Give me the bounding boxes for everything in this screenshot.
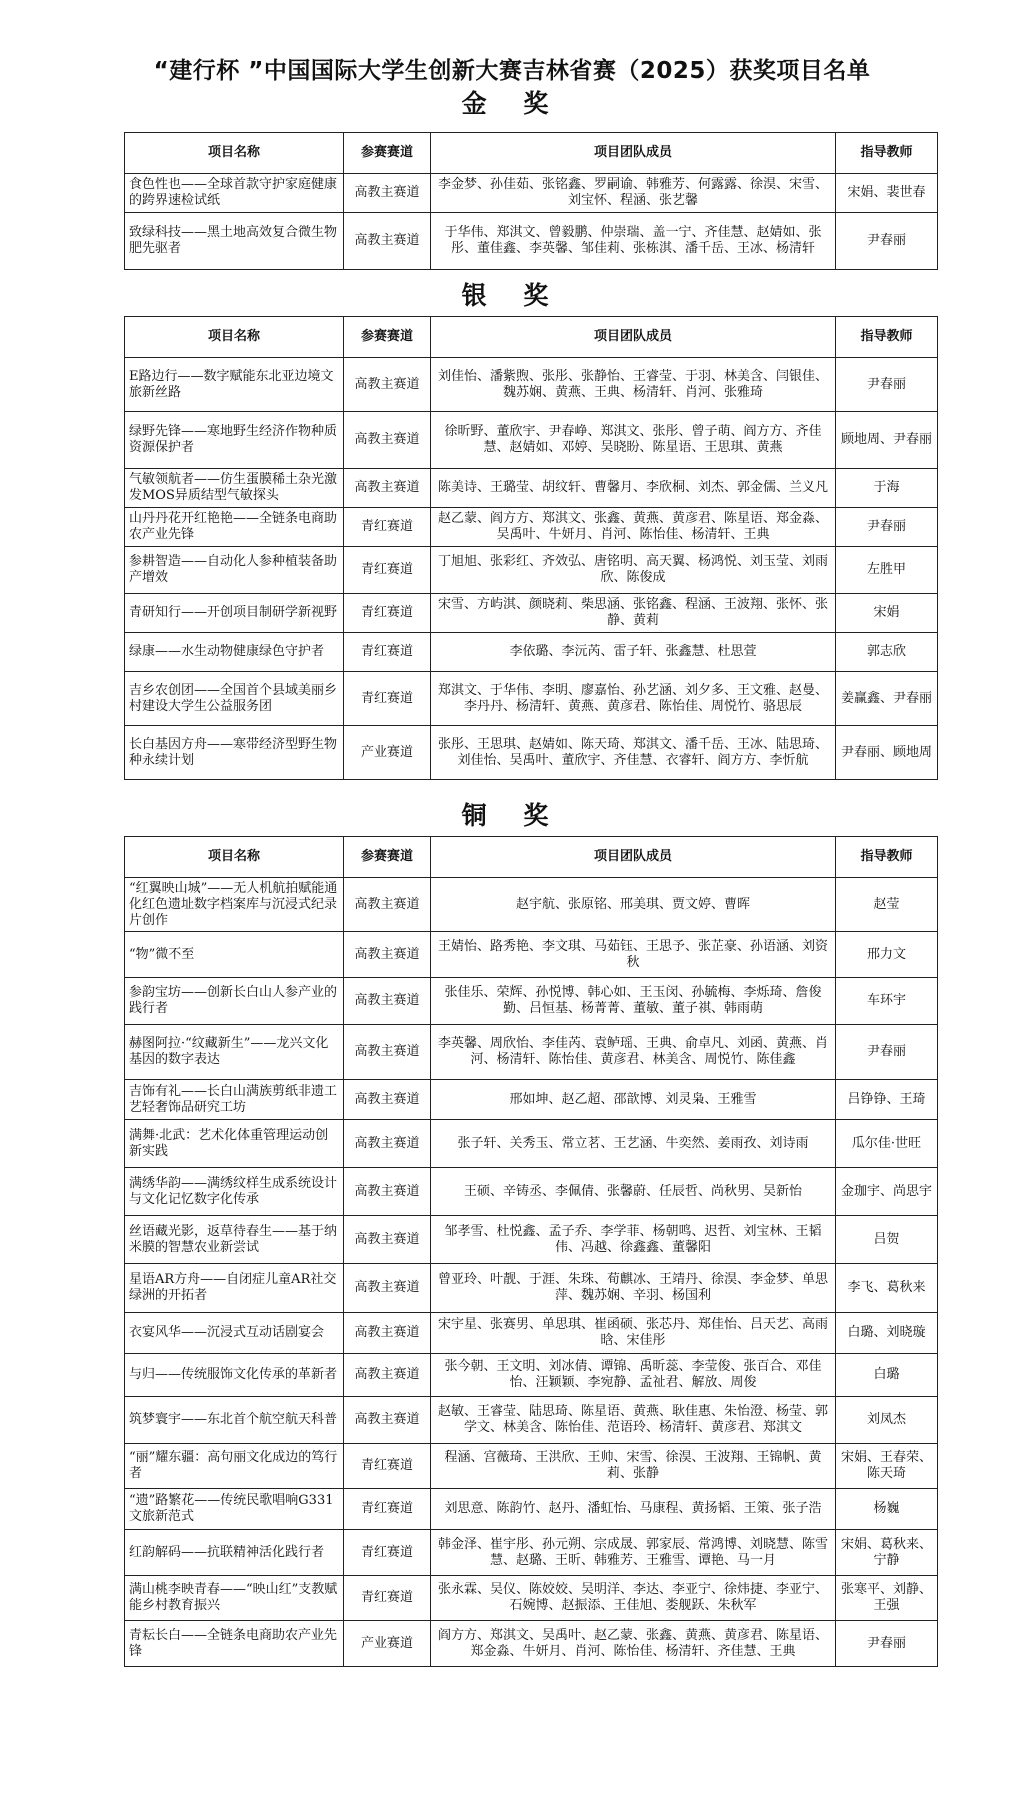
members-cell: 张彤、王思琪、赵婧如、陈天琦、郑淇文、潘千岳、王冰、陆思琦、刘佳怡、吴禹叶、董欣宇、齐佳慧、衣睿轩、阎方方、李忻航 (431, 726, 836, 780)
track-cell: 产业赛道 (344, 726, 431, 780)
project-name-cell: 绿康——水生动物健康绿色守护者 (125, 633, 344, 672)
track-cell: 青红赛道 (344, 633, 431, 672)
track-cell: 高教主赛道 (344, 213, 431, 270)
teacher-cell: 金珈宇、尚思宇 (836, 1168, 938, 1216)
table-row (125, 213, 938, 270)
track-cell: 高教主赛道 (344, 1025, 431, 1080)
table-row (125, 1621, 938, 1667)
members-cell: 张永霖、吴仪、陈姣姣、吴明洋、李达、李亚宁、徐炜捷、李亚宁、石婉博、赵振添、王佳旭、娄舰跃、朱秋军 (431, 1576, 836, 1621)
teacher-header: 指导教师 (836, 317, 938, 358)
teacher-cell: 宋娟、裴世春 (836, 174, 938, 213)
table-row (125, 978, 938, 1025)
members-cell: 赵宇航、张原铭、邢美琪、贾文婷、曹晖 (431, 878, 836, 932)
table-row (125, 1576, 938, 1621)
track-cell: 高教主赛道 (344, 1120, 431, 1168)
track-cell: 高教主赛道 (344, 1080, 431, 1120)
members-cell: 张子轩、关秀玉、常立茗、王艺涵、牛奕然、姜雨孜、刘诗雨 (431, 1120, 836, 1168)
table-row (125, 633, 938, 672)
project-name-cell: 吉饰有礼——长白山满族剪纸非遗工艺轻奢饰品研究工坊 (125, 1080, 344, 1120)
table-row (125, 932, 938, 978)
teacher-cell: 宋娟 (836, 594, 938, 633)
bronze-award-heading: 铜 奖 (461, 801, 563, 830)
teacher-cell: 尹春丽 (836, 358, 938, 412)
members-cell: 曾亚玲、叶靓、于涯、朱珠、荀麒冰、王靖丹、徐淏、李金梦、单思萍、魏苏娴、辛羽、杨国利 (431, 1264, 836, 1313)
project-name-cell: 青研知行——开创项目制研学新视野 (125, 594, 344, 633)
members-cell: 赵乙蒙、阎方方、郑淇文、张鑫、黄燕、黄彦君、陈星语、郑金淼、吴禹叶、牛妍月、肖河、陈怡佳、杨清轩、王典 (431, 508, 836, 547)
table-row (125, 1489, 938, 1530)
project-name-cell: 衣宴风华——沉浸式互动话剧宴会 (125, 1313, 344, 1354)
teacher-cell: 尹春丽 (836, 213, 938, 270)
project-name-cell: “遗”路繁花——传统民歌唱响G331文旅新范式 (125, 1489, 344, 1530)
project-name-cell: 赫图阿拉·“纹藏新生”——龙兴文化基因的数字表达 (125, 1025, 344, 1080)
teacher-cell: 李飞、葛秋来 (836, 1264, 938, 1313)
teacher-cell: 邢力文 (836, 932, 938, 978)
table-row (125, 1264, 938, 1313)
table-row (125, 1530, 938, 1576)
track-cell: 青红赛道 (344, 1489, 431, 1530)
project-name-cell: 致绿科技——黑土地高效复合微生物肥先驱者 (125, 213, 344, 270)
members-cell: 阎方方、郑淇文、吴禹叶、赵乙蒙、张鑫、黄燕、黄彦君、陈星语、郑金淼、牛妍月、肖河、陈怡佳、杨清轩、齐佳慧、王典 (431, 1621, 836, 1667)
table-row (125, 1025, 938, 1080)
project-name-cell: 参韵宝坊——创新长白山人参产业的践行者 (125, 978, 344, 1025)
teacher-cell: 赵莹 (836, 878, 938, 932)
table-row (125, 594, 938, 633)
members-cell: 邢如坤、赵乙超、邵歆博、刘灵枭、王雅雪 (431, 1080, 836, 1120)
teacher-cell: 白璐 (836, 1354, 938, 1397)
table-row (125, 1354, 938, 1397)
teacher-cell: 吕铮铮、王琦 (836, 1080, 938, 1120)
table-header-row (125, 317, 938, 358)
project-name-cell: 绿野先锋——寒地野生经济作物种质资源保护者 (125, 412, 344, 469)
project-name-header: 项目名称 (125, 317, 344, 358)
members-cell: 韩金泽、崔宇彤、孙元朔、宗成晟、郭家辰、常鸿博、刘晓慧、陈雪慧、赵璐、王昕、韩雅芳、王雅雪、谭艳、马一月 (431, 1530, 836, 1576)
track-cell: 高教主赛道 (344, 1397, 431, 1444)
table-row (125, 358, 938, 412)
project-name-cell: 吉乡农创团——全国首个县域美丽乡村建设大学生公益服务团 (125, 672, 344, 726)
members-cell: 王婧怡、路秀艳、李文琪、马茹钰、王思予、张芷豪、孙语涵、刘资秋 (431, 932, 836, 978)
table-row (125, 469, 938, 508)
table-row (125, 1444, 938, 1489)
track-cell: 高教主赛道 (344, 932, 431, 978)
project-name-cell: “丽”耀东疆：高句丽文化成边的笃行者 (125, 1444, 344, 1489)
table-row (125, 174, 938, 213)
members-cell: 李依璐、李沅芮、雷子轩、张鑫慧、杜思萱 (431, 633, 836, 672)
track-cell: 高教主赛道 (344, 878, 431, 932)
teacher-header: 指导教师 (836, 133, 938, 174)
project-name-cell: 长白基因方舟——寒带经济型野生物种永续计划 (125, 726, 344, 780)
table-row (125, 726, 938, 780)
track-cell: 青红赛道 (344, 1444, 431, 1489)
teacher-cell: 车环宇 (836, 978, 938, 1025)
members-header: 项目团队成员 (431, 133, 836, 174)
teacher-cell: 于海 (836, 469, 938, 508)
table-row (125, 1080, 938, 1120)
members-cell: 刘佳怡、潘紫煦、张彤、张静怡、王睿莹、于羽、林美含、闫银佳、魏苏娴、黄燕、王典、杨清轩、肖河、张雅琦 (431, 358, 836, 412)
bronze-award-table (124, 836, 938, 1667)
members-cell: 丁旭旭、张彩红、齐效弘、唐铭明、高天翼、杨鸿悦、刘玉莹、刘雨欣、陈俊成 (431, 547, 836, 594)
project-name-cell: “物”微不至 (125, 932, 344, 978)
track-cell: 青红赛道 (344, 594, 431, 633)
table-header-row (125, 133, 938, 174)
members-cell: 于华伟、郑淇文、曾毅鹏、仲崇瑞、盖一宁、齐佳慧、赵婧如、张彤、董佳鑫、李英馨、邹佳莉、张栋淇、潘千岳、王冰、杨清轩 (431, 213, 836, 270)
teacher-cell: 白璐、刘晓璇 (836, 1313, 938, 1354)
members-cell: 李金梦、孙佳茹、张铭鑫、罗嗣谕、韩雅芳、何露露、徐淏、宋雪、刘宝怀、程涵、张艺馨 (431, 174, 836, 213)
members-cell: 宋雪、方屿淇、颜晓莉、柴思涵、张铭鑫、程涵、王波翔、张怀、张静、黄莉 (431, 594, 836, 633)
project-name-cell: “红翼映山城”——无人机航拍赋能通化红色遗址数字档案库与沉浸式纪录片创作 (125, 878, 344, 932)
gold-award-table (124, 132, 938, 270)
members-cell: 李英馨、周欣怡、李佳芮、袁鲈瑶、王典、俞卓凡、刘函、黄燕、肖河、杨清轩、陈怡佳、黄彦君、林美含、周悦竹、陈佳鑫 (431, 1025, 836, 1080)
table-row (125, 547, 938, 594)
project-name-cell: 红韵解码——抗联精神活化践行者 (125, 1530, 344, 1576)
project-name-cell: 满绣华韵——满绣纹样生成系统设计与文化记忆数字化传承 (125, 1168, 344, 1216)
members-cell: 张佳乐、荣辉、孙悦博、韩心如、王玉闵、孙毓梅、李烁琦、詹俊勤、吕恒基、杨菁菁、董敏、董子祺、韩雨萌 (431, 978, 836, 1025)
project-name-cell: 参耕智造——自动化人参种植装备助产增效 (125, 547, 344, 594)
teacher-cell: 尹春丽 (836, 1621, 938, 1667)
project-name-cell: 满舞·北武：艺术化体重管理运动创新实践 (125, 1120, 344, 1168)
track-cell: 高教主赛道 (344, 1354, 431, 1397)
table-header-row (125, 837, 938, 878)
teacher-cell: 尹春丽、顾地周 (836, 726, 938, 780)
table-row (125, 878, 938, 932)
members-cell: 程涵、宫薇琦、王洪欣、王帅、宋雪、徐淏、王波翔、王锦帆、黄莉、张静 (431, 1444, 836, 1489)
teacher-cell: 尹春丽 (836, 508, 938, 547)
project-name-cell: 筑梦寰宇——东北首个航空航天科普 (125, 1397, 344, 1444)
members-cell: 宋宇星、张赛男、单思琪、崔函硕、张芯丹、郑佳怡、吕天艺、高雨晗、宋佳彤 (431, 1313, 836, 1354)
teacher-cell: 宋娟、王春荣、陈天琦 (836, 1444, 938, 1489)
table-row (125, 1397, 938, 1444)
project-name-cell: 星语AR方舟——自闭症儿童AR社交绿洲的开拓者 (125, 1264, 344, 1313)
members-header: 项目团队成员 (431, 317, 836, 358)
teacher-cell: 顾地周、尹春丽 (836, 412, 938, 469)
members-header: 项目团队成员 (431, 837, 836, 878)
members-cell: 陈美诗、王璐莹、胡纹轩、曹馨月、李欣桐、刘杰、郭金儒、兰义凡 (431, 469, 836, 508)
project-name-header: 项目名称 (125, 133, 344, 174)
track-cell: 青红赛道 (344, 672, 431, 726)
table-row (125, 672, 938, 726)
project-name-cell: 满山桃李映青春——“映山红”支教赋能乡村教育振兴 (125, 1576, 344, 1621)
teacher-cell: 郭志欣 (836, 633, 938, 672)
project-name-cell: 食色性也——全球首款守护家庭健康的跨界速检试纸 (125, 174, 344, 213)
track-cell: 青红赛道 (344, 547, 431, 594)
track-header: 参赛赛道 (344, 317, 431, 358)
track-cell: 产业赛道 (344, 1621, 431, 1667)
track-cell: 高教主赛道 (344, 412, 431, 469)
gold-award-heading: 金 奖 (461, 89, 563, 118)
table-row (125, 1216, 938, 1264)
track-cell: 高教主赛道 (344, 1168, 431, 1216)
project-name-header: 项目名称 (125, 837, 344, 878)
teacher-cell: 张寒平、刘静、王强 (836, 1576, 938, 1621)
project-name-cell: 青耘长白——全链条电商助农产业先锋 (125, 1621, 344, 1667)
project-name-cell: 丝语藏光影，返草待春生——基于纳米膜的智慧农业新尝试 (125, 1216, 344, 1264)
teacher-cell: 杨巍 (836, 1489, 938, 1530)
table-row (125, 1120, 938, 1168)
track-cell: 高教主赛道 (344, 978, 431, 1025)
track-header: 参赛赛道 (344, 133, 431, 174)
track-cell: 高教主赛道 (344, 1264, 431, 1313)
members-cell: 郑淇文、于华伟、李明、廖嘉怡、孙艺涵、刘夕多、王文雅、赵曼、李丹丹、杨清轩、黄燕、黄彦君、陈怡佳、周悦竹、骆思辰 (431, 672, 836, 726)
teacher-cell: 姜赢鑫、尹春丽 (836, 672, 938, 726)
track-cell: 高教主赛道 (344, 358, 431, 412)
table-row (125, 412, 938, 469)
silver-award-table (124, 316, 938, 780)
teacher-cell: 左胜甲 (836, 547, 938, 594)
track-cell: 高教主赛道 (344, 1216, 431, 1264)
members-cell: 徐昕野、董欣宇、尹春峥、郑淇文、张彤、曾子萌、阎方方、齐佳慧、赵婧如、邓婷、吴晓盼、陈星语、王思琪、黄燕 (431, 412, 836, 469)
silver-award-heading: 银 奖 (461, 281, 563, 310)
track-cell: 高教主赛道 (344, 174, 431, 213)
document-title: “建行杯 ”中国国际大学生创新大赛吉林省赛（2025）获奖项目名单 (153, 58, 871, 84)
members-cell: 张今朝、王文明、刘冰倩、谭锦、禹昕蕊、李莹俊、张百合、邓佳怡、汪颖颖、李宛静、孟祉君、解放、周俊 (431, 1354, 836, 1397)
teacher-cell: 吕贺 (836, 1216, 938, 1264)
track-cell: 高教主赛道 (344, 469, 431, 508)
track-cell: 青红赛道 (344, 1530, 431, 1576)
members-cell: 邹孝雪、杜悦鑫、孟子乔、李学菲、杨朝鸣、迟哲、刘宝林、王韬伟、冯越、徐鑫鑫、董馨阳 (431, 1216, 836, 1264)
table-row (125, 508, 938, 547)
table-row (125, 1168, 938, 1216)
teacher-cell: 瓜尔佳·世旺 (836, 1120, 938, 1168)
teacher-cell: 刘凤杰 (836, 1397, 938, 1444)
teacher-cell: 尹春丽 (836, 1025, 938, 1080)
teacher-header: 指导教师 (836, 837, 938, 878)
project-name-cell: 山丹丹花开红艳艳——全链条电商助农产业先锋 (125, 508, 344, 547)
track-header: 参赛赛道 (344, 837, 431, 878)
track-cell: 青红赛道 (344, 1576, 431, 1621)
members-cell: 赵敏、王睿莹、陆思琦、陈星语、黄燕、耿佳惠、朱怡澄、杨莹、郭学文、林美含、陈怡佳、范语玲、杨清轩、黄彦君、郑淇文 (431, 1397, 836, 1444)
table-row (125, 1313, 938, 1354)
track-cell: 青红赛道 (344, 508, 431, 547)
members-cell: 王硕、辛铸丞、李佩倩、张馨蔚、任辰哲、尚秋男、吴新怡 (431, 1168, 836, 1216)
project-name-cell: 气敏领航者——仿生蛋膜稀土杂光激发MOS异质结型气敏探头 (125, 469, 344, 508)
project-name-cell: 与归——传统服饰文化传承的革新者 (125, 1354, 344, 1397)
track-cell: 高教主赛道 (344, 1313, 431, 1354)
teacher-cell: 宋娟、葛秋来、宁静 (836, 1530, 938, 1576)
project-name-cell: E路边行——数字赋能东北亚边境文旅新丝路 (125, 358, 344, 412)
members-cell: 刘思意、陈韵竹、赵丹、潘虹怡、马康程、黄扬韬、王策、张子浩 (431, 1489, 836, 1530)
